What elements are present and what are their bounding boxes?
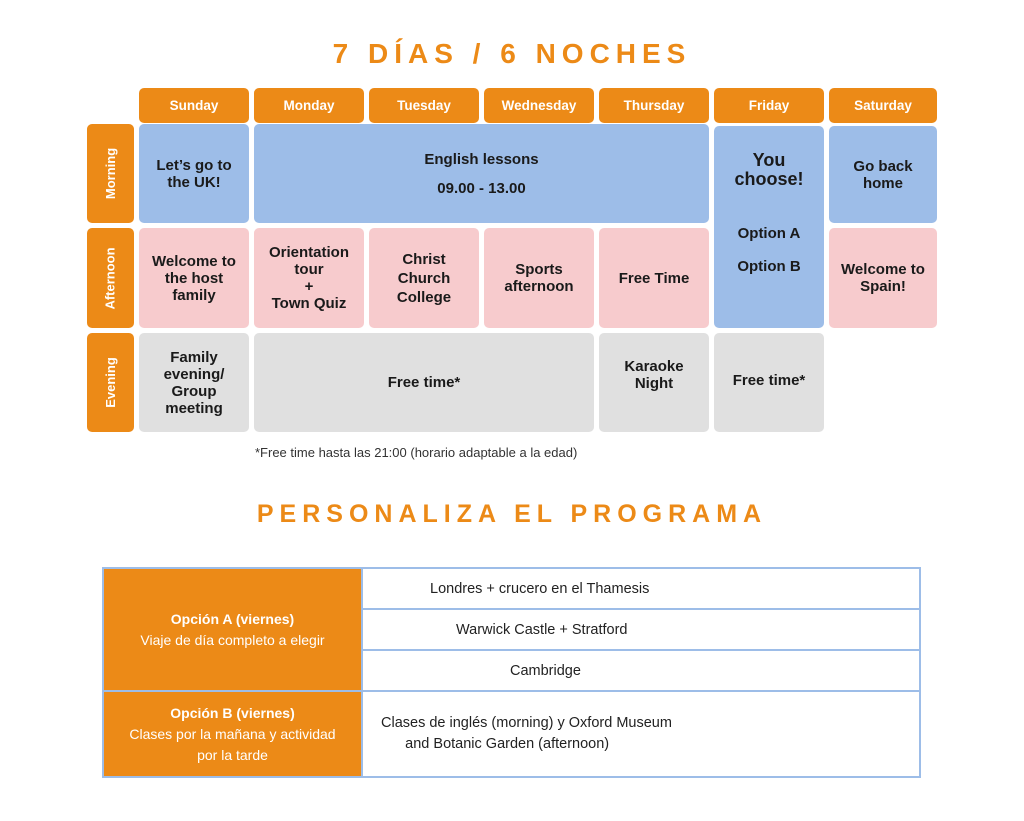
tuesday-afternoon-cell: Christ Church College [369,228,479,328]
free-time-evening-cell: Free time* [254,333,594,432]
option-a-header [103,568,362,691]
day-header-thursday: Thursday [599,88,709,123]
day-header-saturday: Saturday [829,88,937,123]
day-header-wednesday: Wednesday [484,88,594,123]
day-header-sunday: Sunday [139,88,249,123]
friday-option-a: Option A [737,225,801,242]
option-b-choice-cell [362,691,920,777]
thursday-afternoon-cell: Free Time [599,228,709,328]
option-a-choice: Cambridge [362,650,920,691]
sunday-afternoon-cell: Welcome to the host family [139,228,249,328]
friday-option-b: Option B [737,258,801,275]
row-label-morning [87,124,134,223]
row-label-evening-text: Evening [103,357,119,408]
friday-choose-label: You choose! [734,150,804,189]
sunday-evening-cell: Family evening/ Group meeting [139,333,249,432]
friday-choice-cell [714,126,824,328]
page-title: 7 DÍAS / 6 NOCHES [332,38,692,69]
row-label-afternoon-text: Afternoon [103,246,119,310]
option-a-choice: Londres + crucero en el Thamesis [362,568,920,609]
day-header-monday: Monday [254,88,364,123]
friday-evening-cell: Free time* [714,333,824,432]
thursday-evening-cell: Karaoke Night [599,333,709,432]
footnote: *Free time hasta las 21:00 (horario adaptable a la edad) [255,445,578,460]
option-a-title: Opción A (viernes) [170,610,295,627]
wednesday-afternoon-cell: Sports afternoon [484,228,594,328]
saturday-afternoon-cell: Welcome to Spain! [829,228,937,328]
options-table [102,567,921,778]
sunday-morning-cell: Let’s go to the UK! [139,124,249,223]
saturday-morning-cell: Go back home [829,126,937,223]
option-b-header [103,691,362,777]
option-b-title: Opción B (viernes) [170,704,295,721]
section-title: PERSONALIZA EL PROGRAMA [256,500,768,528]
day-header-tuesday: Tuesday [369,88,479,123]
row-label-evening [87,333,134,432]
monday-afternoon-cell: Orientation tour + Town Quiz [254,228,364,328]
option-b-choice: Clases de inglés (morning) y Oxford Museum and Botanic Garden (afternoon) [381,715,672,752]
row-label-afternoon [87,228,134,328]
option-b-subtitle: Clases por la mañana y actividad por la tarde [129,725,336,763]
option-a-subtitle: Viaje de día completo a elegir [140,631,325,648]
english-lessons-label: English lessons [424,150,539,168]
option-a-choice: Warwick Castle + Stratford [362,609,920,650]
day-header-friday: Friday [714,88,824,123]
english-lessons-cell [254,124,709,223]
row-label-morning-text: Morning [103,147,119,200]
english-lessons-hours: 09.00 - 13.00 [437,179,526,197]
